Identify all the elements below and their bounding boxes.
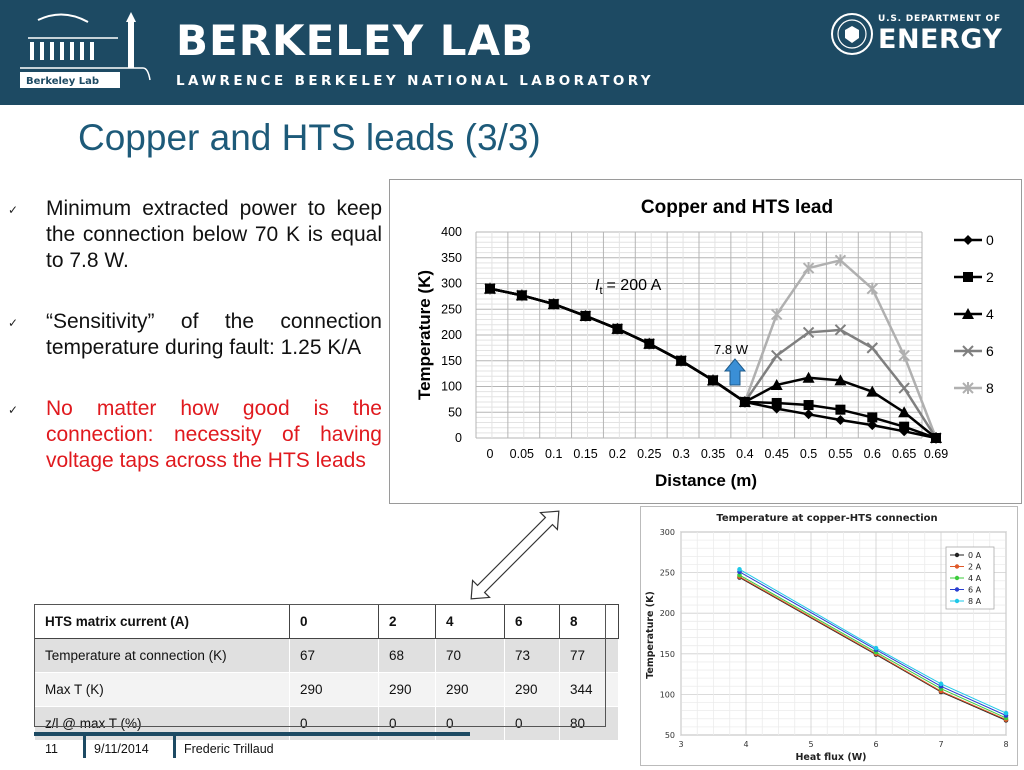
doe-department-label: U.S. DEPARTMENT OF bbox=[878, 14, 1001, 24]
check-icon: ✓ bbox=[8, 203, 19, 217]
table-cell: 0 bbox=[505, 707, 560, 741]
brand-name: BERKELEY LAB bbox=[176, 16, 535, 65]
y-axis-label: Temperature (K) bbox=[415, 269, 434, 401]
x-tick-label: 7 bbox=[938, 740, 944, 749]
y-tick-label: 350 bbox=[441, 250, 462, 265]
x-tick-label: 0.55 bbox=[828, 447, 853, 461]
y-tick-label: 150 bbox=[441, 353, 462, 368]
legend-marker bbox=[955, 564, 959, 568]
x-axis-label: Distance (m) bbox=[654, 471, 758, 490]
table-header-cell: 6 bbox=[505, 605, 560, 639]
table-cell: z/l @ max T (%) bbox=[35, 707, 290, 741]
x-tick-label: 0.45 bbox=[764, 447, 789, 461]
legend-marker bbox=[955, 599, 959, 603]
x-tick-label: 4 bbox=[743, 740, 749, 749]
table-header-cell: 0 bbox=[290, 605, 379, 639]
table-cell: 80 bbox=[560, 707, 619, 741]
berkeley-lab-logo bbox=[18, 10, 153, 92]
annotation-symbol: I bbox=[595, 277, 600, 294]
data-point bbox=[804, 400, 814, 410]
page-number: 11 bbox=[45, 742, 58, 756]
main-chart-svg bbox=[390, 180, 1021, 503]
data-point bbox=[1004, 711, 1009, 716]
legend-label: 4 bbox=[986, 306, 994, 322]
table-cell: 0 bbox=[379, 707, 436, 741]
legend-label: 6 bbox=[986, 343, 994, 359]
footer-author: Frederic Trillaud bbox=[184, 742, 274, 756]
x-tick-label: 0.5 bbox=[799, 447, 818, 461]
connection-chart-svg bbox=[641, 507, 1017, 765]
table-header-cell: 8 bbox=[560, 605, 619, 639]
table-cell: 290 bbox=[290, 673, 379, 707]
y-tick-label: 200 bbox=[441, 328, 462, 342]
table-cell: 73 bbox=[505, 639, 560, 673]
legend-marker bbox=[955, 576, 959, 580]
x-tick-label: 5 bbox=[808, 740, 814, 749]
legend-marker bbox=[963, 235, 973, 245]
series-line-8 bbox=[490, 260, 936, 438]
annotation-text: = 200 A bbox=[606, 277, 662, 294]
connection-temperature-chart bbox=[640, 506, 1018, 766]
data-point bbox=[835, 415, 845, 425]
x-tick-label: 0.69 bbox=[923, 447, 949, 461]
x-tick-label: 3 bbox=[678, 740, 684, 749]
x-tick-label: 0.15 bbox=[573, 447, 598, 461]
y-tick-label: 50 bbox=[448, 405, 462, 420]
hts-current-table bbox=[34, 604, 619, 741]
x-tick-label: 0.2 bbox=[608, 447, 627, 461]
bullet-text: No matter how good is the connection: necessity of having voltage taps across the HTS leads bbox=[46, 397, 382, 472]
table-header-cell: 4 bbox=[436, 605, 505, 639]
table-cell: 0 bbox=[290, 707, 379, 741]
data-point bbox=[874, 646, 879, 651]
bullet-item bbox=[8, 309, 382, 361]
bullet-list bbox=[8, 196, 382, 509]
footer-separator bbox=[173, 736, 176, 758]
legend-label: 2 A bbox=[968, 562, 982, 572]
chart-title: Copper and HTS lead bbox=[640, 197, 834, 218]
legend-label: 0 bbox=[986, 232, 994, 248]
x-tick-label: 0.65 bbox=[891, 447, 917, 461]
x-tick-label: 0.6 bbox=[863, 447, 881, 461]
table-row bbox=[35, 673, 619, 707]
legend-marker bbox=[963, 272, 973, 282]
bullet-item-highlight bbox=[8, 396, 382, 474]
table-header-row bbox=[35, 605, 619, 639]
table-cell: 290 bbox=[436, 673, 505, 707]
x-tick-label: 8 bbox=[1003, 740, 1009, 749]
y-tick-label: 250 bbox=[659, 568, 675, 578]
table-cell: 344 bbox=[560, 673, 619, 707]
doe-energy-label: ENERGY bbox=[878, 24, 1003, 55]
header-banner bbox=[0, 0, 1024, 105]
y-tick-label: 300 bbox=[441, 276, 462, 291]
legend-label: 6 A bbox=[968, 585, 982, 595]
legend-label: 2 bbox=[986, 269, 994, 285]
y-tick-label: 400 bbox=[441, 225, 462, 239]
legend-label: 8 A bbox=[968, 597, 982, 606]
table-cell: 77 bbox=[560, 639, 619, 673]
x-tick-label: 0.1 bbox=[545, 447, 563, 461]
bullet-item bbox=[8, 196, 382, 274]
x-tick-label: 0.4 bbox=[736, 447, 754, 461]
legend-marker bbox=[955, 587, 959, 591]
check-icon: ✓ bbox=[8, 316, 19, 330]
y-tick-label: 100 bbox=[441, 379, 462, 394]
table-cell: 70 bbox=[436, 639, 505, 673]
y-tick-label: 300 bbox=[659, 528, 675, 537]
x-tick-label: 0.35 bbox=[700, 447, 726, 461]
data-point bbox=[835, 405, 845, 415]
table-cell: 0 bbox=[436, 707, 505, 741]
slide-title: Copper and HTS leads (3/3) bbox=[78, 117, 541, 158]
bullet-text: “Sensitivity” of the connection temperature during fault: 1.25 K/A bbox=[46, 310, 382, 359]
data-point bbox=[867, 343, 877, 353]
y-tick-label: 200 bbox=[659, 609, 675, 619]
y-tick-label: 0 bbox=[455, 431, 462, 445]
data-point bbox=[737, 567, 742, 572]
footer-rule bbox=[34, 732, 470, 736]
footer-date: 9/11/2014 bbox=[94, 742, 149, 756]
x-tick-label: 6 bbox=[873, 740, 879, 749]
x-tick-label: 0 bbox=[486, 447, 494, 461]
y-tick-label: 50 bbox=[664, 731, 675, 740]
x-tick-label: 0.3 bbox=[672, 447, 690, 461]
footer-separator bbox=[83, 736, 86, 758]
power-annotation: 7.8 W bbox=[714, 342, 748, 357]
table-cell: 68 bbox=[379, 639, 436, 673]
table-row bbox=[35, 639, 619, 673]
table-cell: 67 bbox=[290, 639, 379, 673]
table-header-cell: HTS matrix current (A) bbox=[35, 605, 290, 639]
x-tick-label: 0.05 bbox=[509, 447, 535, 461]
legend-label: 8 bbox=[986, 380, 994, 396]
chart-title: Temperature at copper-HTS connection bbox=[716, 513, 938, 524]
data-point bbox=[939, 682, 944, 687]
table-cell: Max T (K) bbox=[35, 673, 290, 707]
y-tick-label: 150 bbox=[659, 649, 675, 659]
double-arrow-icon bbox=[460, 505, 570, 605]
legend-label: 0 A bbox=[968, 551, 982, 560]
table-cell: Temperature at connection (K) bbox=[35, 639, 290, 673]
doe-seal-icon bbox=[830, 12, 874, 56]
legend-marker bbox=[955, 553, 959, 557]
y-tick-label: 100 bbox=[659, 690, 675, 700]
bullet-text: Minimum extracted power to keep the connection below 70 K is equal to 7.8 W. bbox=[46, 197, 382, 272]
logo-label: Berkeley Lab bbox=[26, 76, 99, 87]
x-axis-label: Heat flux (W) bbox=[795, 752, 867, 763]
table-cell: 290 bbox=[505, 673, 560, 707]
check-icon: ✓ bbox=[8, 403, 19, 417]
y-axis-label: Temperature (K) bbox=[645, 591, 656, 679]
legend-label: 4 A bbox=[968, 574, 982, 583]
main-chart bbox=[389, 179, 1022, 504]
annotation-subscript: t bbox=[599, 285, 603, 297]
table-header-cell: 2 bbox=[379, 605, 436, 639]
table-cell: 290 bbox=[379, 673, 436, 707]
y-tick-label: 250 bbox=[441, 302, 462, 317]
brand-subtitle: LAWRENCE BERKELEY NATIONAL LABORATORY bbox=[176, 73, 654, 89]
x-tick-label: 0.25 bbox=[637, 447, 662, 461]
